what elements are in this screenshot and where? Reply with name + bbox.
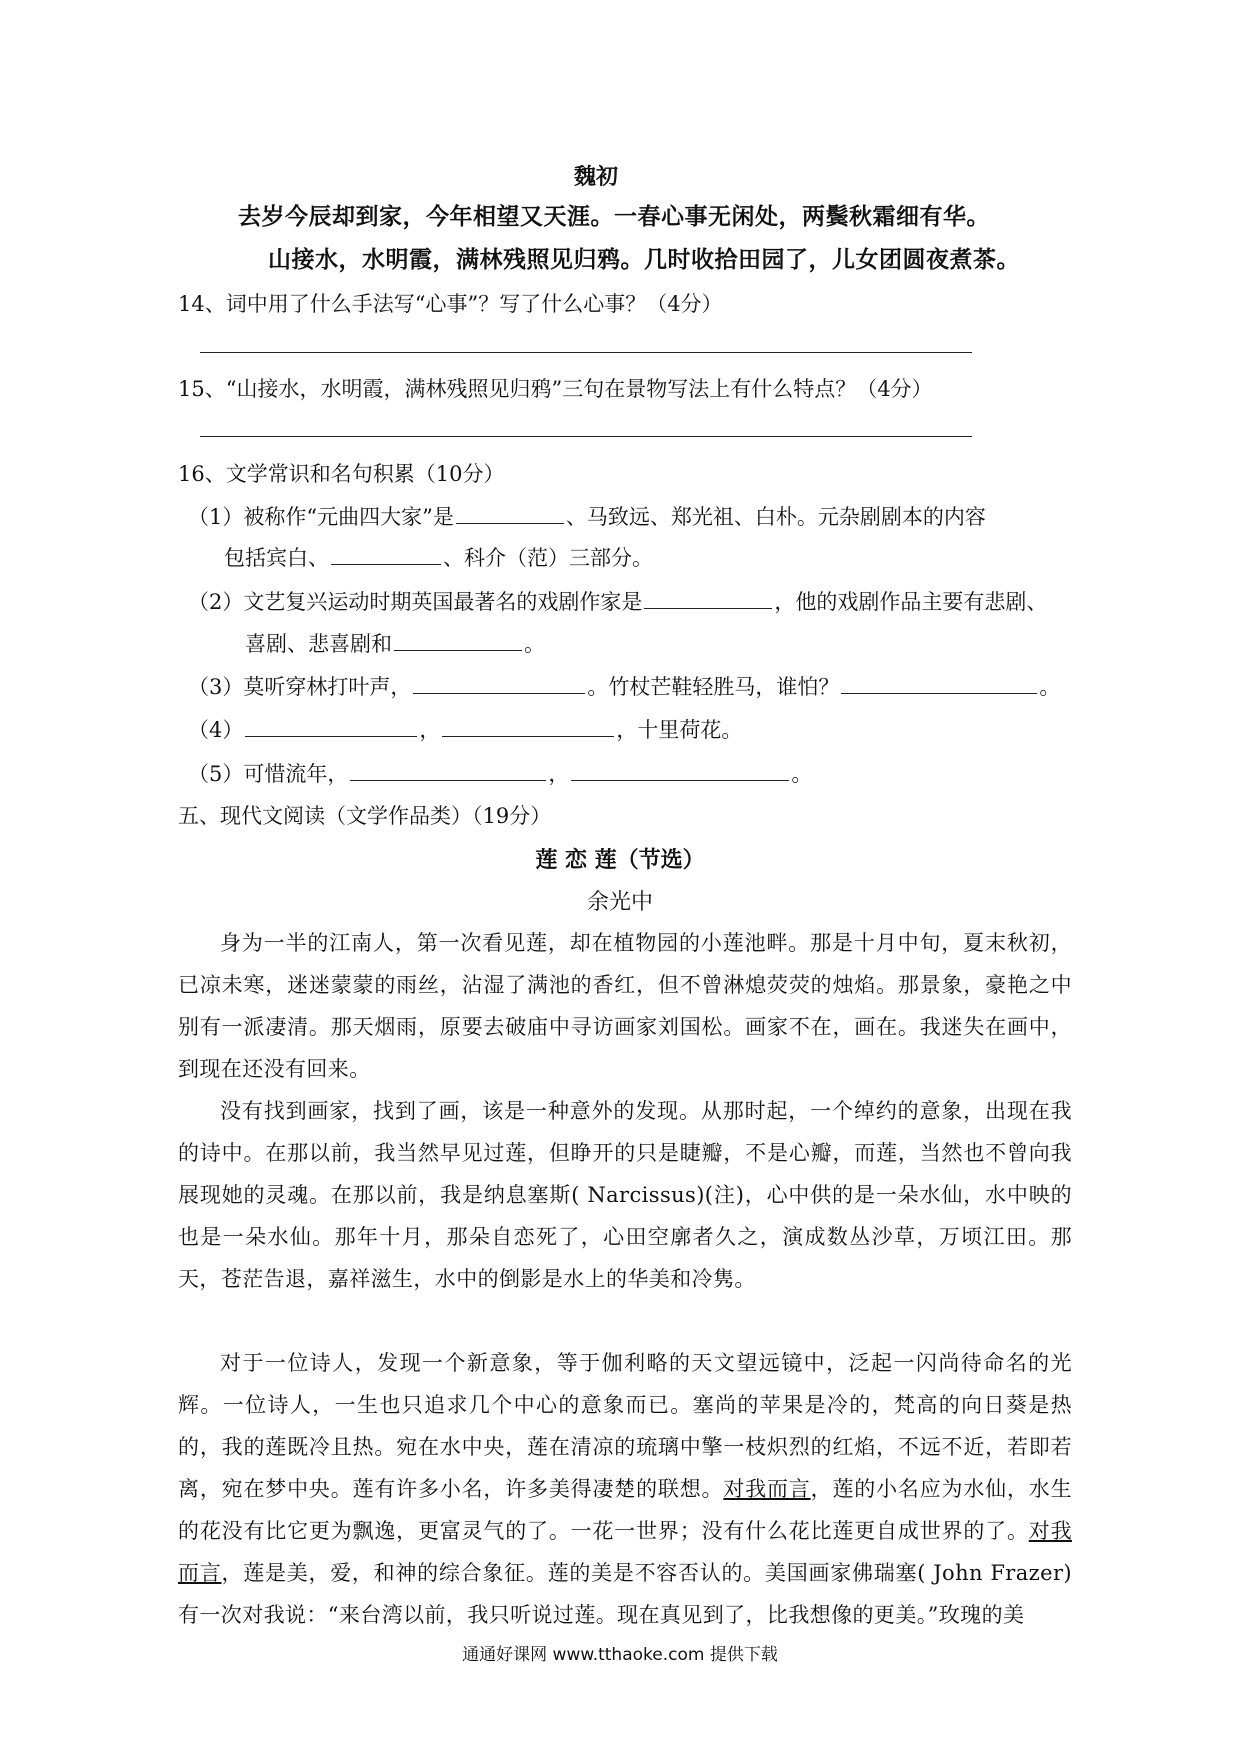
essay-paragraph-3: [178, 1342, 1072, 1636]
q16-5-text-b: ，: [548, 762, 570, 786]
q16-5-text-c: 。: [791, 762, 813, 786]
blank-16-5-a[interactable]: [350, 758, 546, 781]
q16-4-text-b: ，: [419, 718, 441, 742]
q16-3-text-b: 。竹杖芒鞋轻胜马，谁怕？: [587, 675, 840, 699]
question-16-2-line-1: [188, 586, 1047, 616]
blank-16-3-a[interactable]: [413, 671, 585, 694]
blank-16-5-b[interactable]: [571, 758, 789, 781]
essay-p3-text-a: 对于一位诗人，发现一个新意象，等于伽利略的天文望远镜中，泛起一闪尚待命名的光辉。一位诗人，一生也只追求几个中心的意象而已。塞尚的苹果是冷的，梵高的向日葵是热的，我的莲既冷且热。宛在水中央，莲在清凉的琉璃中擎一枝炽烈的红焰，不远不近，若即若离，宛在梦中央。莲有许多小名，许多美得凄楚的联想。: [178, 1351, 1072, 1501]
q16-1-text-c: 包括宾白、: [224, 546, 329, 570]
q16-4-text-c: ，十里荷花。: [616, 718, 743, 742]
question-16: 16、文学常识和名句积累（10分）: [178, 462, 505, 486]
blank-16-2-a[interactable]: [644, 586, 772, 609]
essay-p3-text-c: ，莲是美，爱，和神的综合象征。莲的美是不容否认的。美国画家佛瑞塞( John Frazer)有一次对我说：“来台湾以前，我只听说过莲。现在真见到了，比我想像的更美。”玫瑰的美: [178, 1561, 1072, 1627]
footer-source: 通通好课网 www.tthaoke.com 提供下载: [462, 1645, 778, 1665]
question-14: 14、词中用了什么手法写“心事”？写了什么心事？（4分）: [178, 292, 723, 316]
question-15: 15、“山接水，水明霞，满林残照见归鸦”三句在景物写法上有什么特点？（4分）: [178, 377, 933, 401]
answer-line-15[interactable]: [200, 436, 972, 437]
q16-4-text-a: （4）: [188, 718, 244, 742]
blank-16-4-a[interactable]: [245, 714, 417, 737]
q16-2-text-d: 。: [524, 632, 545, 656]
question-16-2-line-2: [245, 628, 545, 658]
poem-author: 魏初: [574, 164, 619, 190]
blank-16-1-b[interactable]: [331, 542, 441, 565]
q16-1-text-a: （1）被称作“元曲四大家”是: [188, 505, 454, 529]
essay-p3-text-b: ，莲的小名应为水仙，水生的花没有比它更为飘逸，更富灵气的了。一花一世界；没有什么花比莲更自成世界的了。: [178, 1477, 1072, 1543]
blank-16-1-a[interactable]: [456, 501, 564, 524]
question-16-1-line-2: [224, 542, 653, 572]
question-16-3: [188, 671, 1060, 701]
section-5-heading: 五、现代文阅读（文学作品类）（19分）: [178, 804, 552, 828]
essay-paragraph-1: 身为一半的江南人，第一次看见莲，却在植物园的小莲池畔。那是十月中旬，夏末秋初，已凉未寒，迷迷蒙蒙的雨丝，沾湿了满池的香红，但不曾淋熄荧荧的烛焰。那景象，豪艳之中别有一派凄清。那天烟雨，原要去破庙中寻访画家刘国松。画家不在，画在。我迷失在画中，到现在还没有回来。: [178, 931, 1072, 1081]
question-16-5: [188, 758, 812, 788]
q16-1-text-d: 、科介（范）三部分。: [443, 546, 653, 570]
essay-author: 余光中: [586, 890, 653, 915]
q16-1-text-b: 、马致远、郑光祖、白朴。元杂剧剧本的内容: [565, 505, 986, 529]
underlined-phrase-1: 对我而言: [723, 1477, 811, 1501]
poem-line-1: 去岁今辰却到家，今年相望又天涯。一春心事无闲处，两鬓秋霜细有华。: [238, 203, 990, 230]
q16-3-text-a: （3）莫听穿林打叶声，: [188, 675, 412, 699]
blank-16-2-b[interactable]: [394, 628, 522, 651]
q16-2-text-a: （2）文艺复兴运动时期英国最著名的戏剧作家是: [188, 590, 643, 614]
q16-5-text-a: （5）可惜流年，: [188, 762, 349, 786]
poem-line-2: 山接水，水明霞，满林残照见归鸦。几时收拾田园了，儿女团圆夜煮茶。: [268, 246, 1020, 273]
answer-line-14[interactable]: [200, 352, 972, 353]
q16-3-text-c: 。: [1039, 675, 1061, 699]
q16-2-text-b: ，他的戏剧作品主要有悲剧、: [774, 590, 1048, 614]
q16-2-text-c: 喜剧、悲喜剧和: [245, 632, 392, 656]
question-16-1-line-1: [188, 501, 986, 531]
underlined-phrase-2: 对我而言: [178, 1519, 1072, 1585]
essay-paragraph-2: 没有找到画家，找到了画，该是一种意外的发现。从那时起，一个绰约的意象，出现在我的诗中。在那以前，我当然早见过莲，但睁开的只是睫瓣，不是心瓣，而莲，当然也不曾向我展现她的灵魂。在那以前，我是纳息塞斯( Narcissus)(注)，心中供的是一朵水仙，水中映的也是一朵水仙。那年十月，那朵自恋死了，心田空廓者久之，演成数丛沙草，万顷江田。那天，苍茫告退，嘉祥滋生，水中的倒影是水上的华美和冷隽。: [178, 1099, 1072, 1291]
blank-16-4-b[interactable]: [442, 714, 614, 737]
question-16-4: [188, 714, 742, 744]
essay-title: 莲 恋 莲（节选）: [535, 847, 705, 873]
blank-16-3-b[interactable]: [841, 671, 1037, 694]
